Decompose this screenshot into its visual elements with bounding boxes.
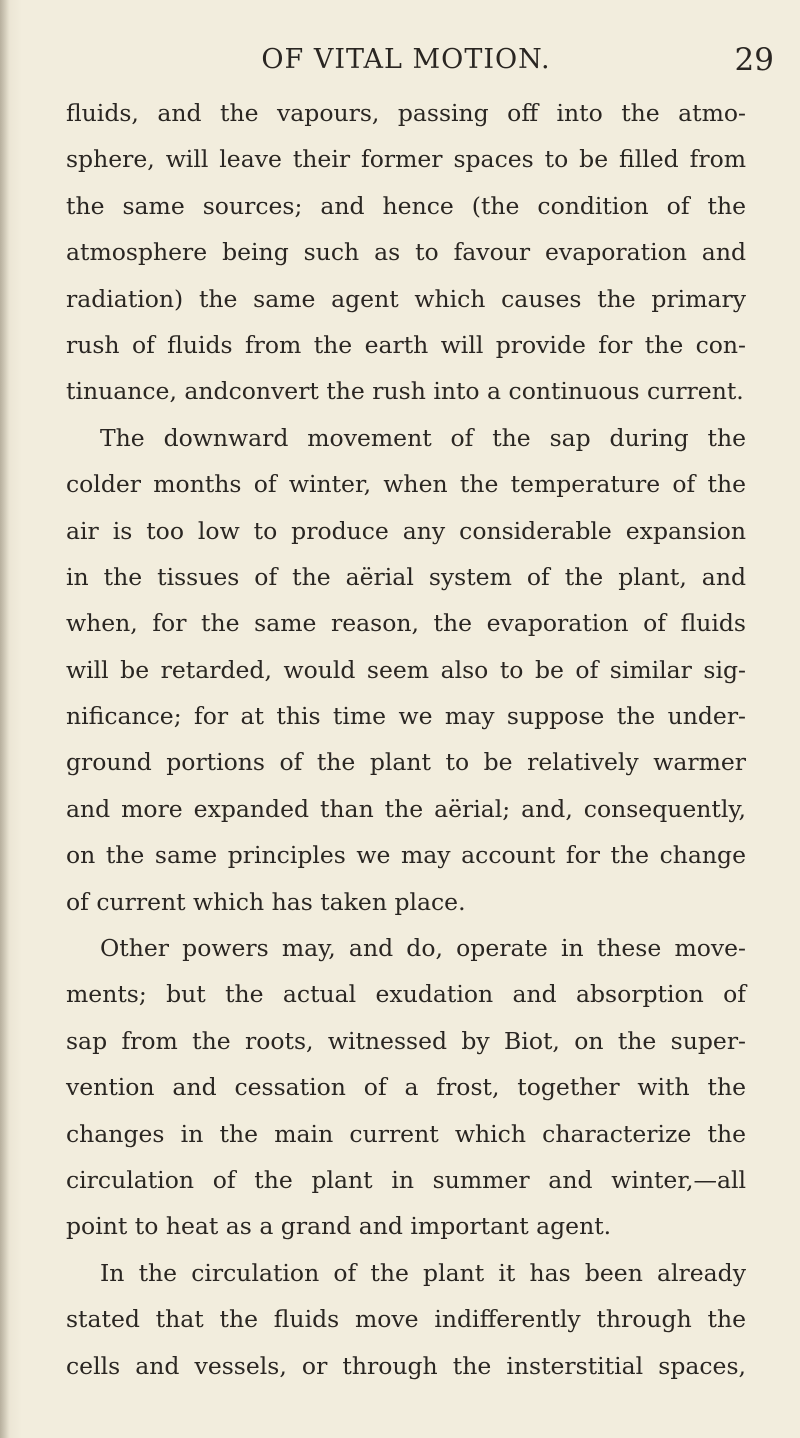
text-line: Other powers may, and do, operate in these move- [100,934,746,963]
text-line: fluids, and the vapours, passing off into the atmo- [66,99,746,127]
text-line: In the circulation of the plant it has been already [100,1258,746,1287]
text-line: the same sources; and hence (the condition of the [66,191,746,220]
text-line: radiation) the same agent which causes the primary [66,284,746,313]
text-line: sap from the roots, witnessed by Biot, on the super- [66,1026,746,1055]
text-line: point to heat as a grand and important agent. [66,1212,612,1241]
text-line: rush of fluids from the earth will provide for the con- [66,330,746,359]
text-line: ground portions of the plant to be relatively warmer [66,748,746,777]
text-line: circulation of the plant in summer and winter,—all [66,1165,746,1194]
text-line: in the tissues of the aërial system of the plant, and [66,562,746,591]
text-line: tinuance, andconvert the rush into a continuous current. [66,377,744,406]
running-title: OF VITAL MOTION. [261,44,551,75]
text-line: cells and vessels, or through the insterstitial spaces, [66,1351,746,1380]
text-line: will be retarded, would seem also to be of similar sig- [66,655,746,684]
text-line: air is too low to produce any considerable expansion [66,516,746,545]
text-line: of current which has taken place. [66,887,466,916]
text-line: ments; but the actual exudation and absorption of [66,980,746,1009]
body-text [66,90,746,1389]
gutter-shadow [0,0,10,1438]
text-line: stated that the fluids move indifferently through the [66,1305,746,1334]
text-line: when, for the same reason, the evaporation of fluids [66,609,746,638]
text-line: nificance; for at this time we may suppose the under- [66,702,746,731]
text-line: The downward movement of the sap during the [100,423,746,452]
text-line: vention and cessation of a frost, together with the [66,1073,746,1102]
text-line: sphere, will leave their former spaces to be filled from [66,145,746,174]
text-line: on the same principles we may account for the change [66,841,746,870]
text-line: and more expanded than the aërial; and, consequently, [66,794,746,823]
text-line: colder months of winter, when the temperature of the [66,470,746,499]
running-head [66,40,774,80]
page-number: 29 [734,42,774,78]
text-line: atmosphere being such as to favour evaporation and [66,238,746,267]
text-line: changes in the main current which characterize the [66,1119,746,1148]
